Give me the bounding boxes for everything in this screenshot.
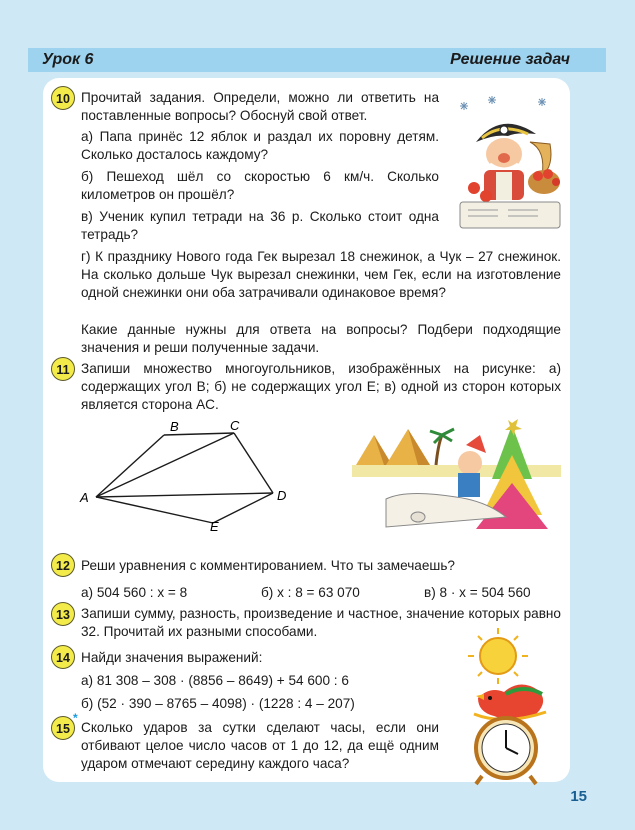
task-13-text: Запиши сумму, разность, произведение и частное, значение которых равно 32. Прочитай их разными способами. <box>81 606 561 639</box>
vertex-label-c: C <box>230 418 240 433</box>
polygon-figure <box>76 415 306 535</box>
sun-rooster-clock-illustration <box>454 628 564 788</box>
vertex-label-b: B <box>170 419 179 434</box>
task-13-number: 13 <box>51 602 75 626</box>
page-number: 15 <box>570 788 587 805</box>
topic-title: Решение задач <box>450 51 570 68</box>
task-10-intro: Прочитай задания. Определи, можно ли ответить на поставленные вопросы? Обоснуй свой ответ. <box>81 90 439 123</box>
task-11-number: 11 <box>51 357 75 381</box>
task-12-eq-b: б) x : 8 = 63 070 <box>261 585 360 600</box>
task-14-b: б) (52 · 390 – 8765 – 4098) · (1228 : 4 – 207) <box>81 696 355 711</box>
task-14-number: 14 <box>51 645 75 669</box>
task-12-text: Реши уравнения с комментированием. Что ты замечаешь? <box>81 558 455 573</box>
task-10-v: в) Ученик купил тетради на 36 р. Сколько стоит одна тетрадь? <box>81 209 439 242</box>
task-10-number: 10 <box>51 86 75 110</box>
pyramids-illustration <box>346 405 561 540</box>
page-header <box>28 48 606 72</box>
vertex-label-a: A <box>80 490 89 505</box>
task-12-eq-a: а) 504 560 : x = 8 <box>81 585 188 600</box>
vertex-label-d: D <box>277 488 287 503</box>
task-14-a: а) 81 308 – 308 · (8856 – 8649) + 54 600 : 6 <box>81 673 349 688</box>
vertex-label-e: E <box>210 519 219 534</box>
task-10-b: б) Пешеход шёл со скоростью 6 км/ч. Сколько километров он прошёл? <box>81 169 439 202</box>
task-10-g: г) К празднику Нового года Гек вырезал 18 снежинок, а Чук – 27 снежинок. На сколько дольше Чук вырезал снежинки, чем Гек, если на изготовление одной снежинки они оба затрачивали одинаковое время? <box>81 249 561 300</box>
task-10-question: Какие данные нужны для ответа на вопросы? Подбери подходящие значения и реши полученные задачи. <box>81 322 561 355</box>
pirate-illustration <box>446 92 566 237</box>
task-12-number: 12 <box>51 553 75 577</box>
task-15-star: * <box>73 711 78 725</box>
task-15-text: Сколько ударов за сутки сделают часы, если они отбивают целое число часов от 1 до 12, да ещё одним ударом отмечают середину каждого часа? <box>81 720 439 771</box>
task-12-eq-v: в) 8 · x = 504 560 <box>424 585 531 600</box>
task-10-a: а) Папа принёс 12 яблок и раздал их поровну детям. Сколько досталось каждому? <box>81 129 439 162</box>
task-15-number: 15 <box>51 716 75 740</box>
task-11-text: Запиши множество многоугольников, изображённых на рисунке: а) содержащих угол B; б) не содержащих угол E; в) одной из сторон которых является сторона AC. <box>81 361 561 412</box>
task-14-text: Найди значения выражений: <box>81 650 263 665</box>
lesson-title: Урок 6 <box>42 51 94 68</box>
